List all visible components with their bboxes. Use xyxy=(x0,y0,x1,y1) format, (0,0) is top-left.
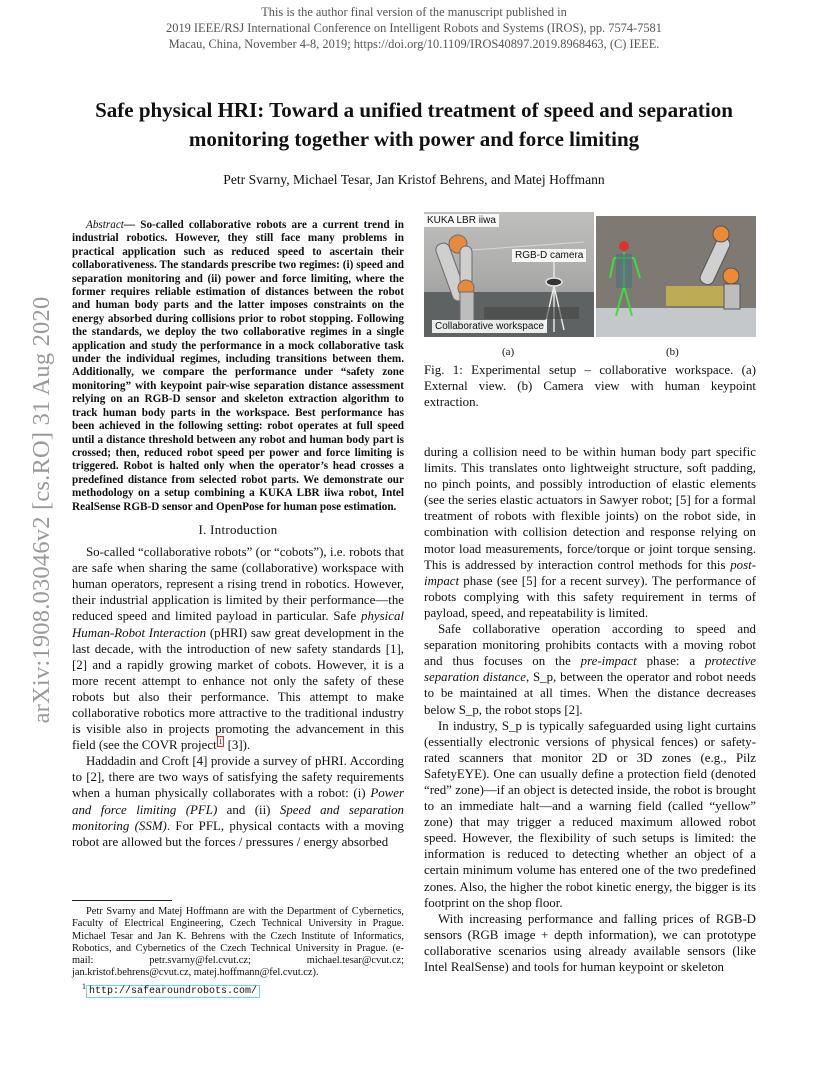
section-heading-introduction: I. Introduction xyxy=(198,522,278,537)
author-list: Petr Svarny, Michael Tesar, Jan Kristof Behrens, and Matej Hoffmann xyxy=(223,172,605,187)
abstract xyxy=(72,219,404,514)
external-view-image xyxy=(424,212,594,337)
arxiv-id: arXiv:1908.03046v2 [cs.RO] 31 Aug 2020 xyxy=(28,296,55,724)
title-line-1: Safe physical HRI: Toward a unified treatment of speed and separation xyxy=(95,98,733,122)
figure-panel-b xyxy=(596,216,756,337)
footnote-number: 1 xyxy=(82,982,86,991)
header-line-3: Macau, China, November 4-8, 2019; https://doi.org/10.1109/IROS40897.2019.8968463, (C) IEEE. xyxy=(168,37,660,51)
label-kuka: KUKA LBR iiwa xyxy=(424,214,499,227)
url-footnote xyxy=(82,981,402,998)
abstract-text: — So-called collaborative robots are a current trend in industrial robotics. However, they still face many problems in practical application such as reduced speed to ascertain their collaborativeness. The standards prescribe two regimes: (i) speed and separation monitoring and (ii) power and force limiting, where the former requires reliable estimation of distances between the robot and human body parts and the latter imposes constraints on the energy absorbed during collisions prior to robot stopping. Following the standards, we deploy the two collaborative regimes in a single application and study the performance in a mock collaborative task under the individual regimes, including transitions between them. Additionally, we compare the performance under “safety zone monitoring” with keypoint pair-wise separation distance assessment relying on an RGB-D sensor and skeleton extraction algorithm to track human body parts in the workspace. Best performance has been achieved in the following setting: robot operates at full speed until a distance threshold between any robot and human body part is crossed; then, reduced robot speed per power and force limiting is triggered. Robot is halted only when the operator’s head crosses a predefined distance from selected robot parts. We demonstrate our methodology on a setup combining a KUKA LBR iiwa robot, Intel RealSense RGB-D sensor and OpenPose for human pose estimation. xyxy=(72,219,404,513)
right-paragraph-2: Safe collaborative operation according to speed and separation monitoring prohibits contacts with a moving robot and thus focuses on the pre-impact phase: a protective separation distance, S_p, between the operator and robot needs to be maintained at all times. When the distance decreases below S_p, the robot stops [2]. xyxy=(424,622,756,717)
figure-1 xyxy=(424,212,756,337)
left-column xyxy=(72,219,404,850)
title-line-2: monitoring together with power and force limiting xyxy=(188,127,640,151)
header-line-2: 2019 IEEE/RSJ International Conference on Intelligent Robots and Systems (IROS), pp. 7574-7581 xyxy=(166,21,662,35)
human-figure xyxy=(616,254,632,288)
intro-paragraph-1: So-called “collaborative robots” (or “cobots”), i.e. robots that are safe when sharing the same (collaborative) workspace with human operators, represent a rising trend in robotics. However, their industrial application is limited by their performance—the reduced speed and limited payload in particular. Safe physical Human-Robot Interaction (pHRI) saw great development in the last decade, with the introduction of new safety standards [1], [2] and a rapidly growing market of cobots. However, it is a more recent attempt to enhance not only the safety of these robots but also their performance. This attempt to make collaborative robotics more attractive to the traditional industry is visible also in projects promoting the advancement in this field (see the COVR project $^1$ [3]). xyxy=(72,545,404,753)
paper-title xyxy=(40,96,788,154)
intro-paragraph-2: Haddadin and Croft [4] provide a survey of pHRI. According to [2], there are two ways of satisfying the safety requirements when a human physically collaborates with a robot: (i) Power and force limiting (PFL) and (ii) Speed and separation monitoring (SSM). For PFL, physical contacts with a moving robot are allowed but the forces / pressures / energy absorbed xyxy=(72,754,404,849)
right-column xyxy=(424,444,756,975)
footnote-ref-1[interactable]: 1 xyxy=(218,736,223,746)
figure-panel-a xyxy=(424,212,594,337)
right-paragraph-3: In industry, S_p is typically safeguarded using light curtains (essentially electronic versions of physical fences) or safety-rated scanners that monitor 2D or 3D zones (e.g., Pilz SafetyEYE). One can usually define a protection field (denoted “red” zone)—if an object is detected inside, the robot is brought to an immediate halt—and a warning field (called “yellow” zone) that may trigger a reduced maximum allowed robot speed. However, the flexibility of such setups is limited: the information is reduced to detecting whether an object of a certain minimum volume has entered one of the two predefined zones. Also, the higher the robot kinetic energy, the bigger is its footprint on the shop floor. xyxy=(424,718,756,910)
label-rgbd-camera: RGB-D camera xyxy=(512,249,586,262)
footnote-rule xyxy=(72,900,172,901)
arxiv-sidebar xyxy=(22,230,62,790)
camera-view-image xyxy=(596,216,756,337)
right-paragraph-4: With increasing performance and falling prices of RGB-D sensors (RGB image + depth information), we can prototype collaborative scenarios using already available sensors (like Intel RealSense) and tools for human keypoint or skeleton xyxy=(424,911,756,974)
right-paragraph-1: during a collision need to be within human body part specific limits. This translates onto lightweight structure, soft padding, no pinch points, and possibly introduction of elastic elements (see the series elastic actuators in Sawyer robot; [5] for a formal treatment of robots with flexible joints) on the robot side, in combination with collision detection and response relying on motor load measurements, force/torque or joint torque sensing. This is addressed by interaction control methods for this post-impact phase (see [5] for a recent survey). The performance of robots complying with this safety requirement in terms of payload, speed, and repeatability is limited. xyxy=(424,445,756,620)
subfigure-label-a: (a) xyxy=(502,346,515,358)
affiliation-footnote: Petr Svarny and Matej Hoffmann are with the Department of Cybernetics, Faculty of Electrical Engineering, Czech Technical University in Prague. Michael Tesar and Jan K. Behrens with the Czech Institute of Informatics, Robotics, and Cybernetics of the Czech Technical University in Prague. (e-mail: petr.svarny@fel.cvut.cz; michael.tesar@cvut.cz; jan.kristof.behrens@cvut.cz, matej.hoffmann@fel.cvut.cz). xyxy=(72,906,404,979)
figure-caption: Fig. 1: Experimental setup – collaborative workspace. (a) External view. (b) Camera view with human keypoint extraction. xyxy=(424,363,756,410)
abstract-label: Abstract xyxy=(86,219,124,231)
label-collaborative-workspace: Collaborative workspace xyxy=(432,320,547,333)
footnote-link[interactable]: http://safearoundrobots.com/ xyxy=(86,985,260,998)
header-line-1: This is the author final version of the manuscript published in xyxy=(261,5,567,19)
subfigure-label-b: (b) xyxy=(666,346,679,358)
